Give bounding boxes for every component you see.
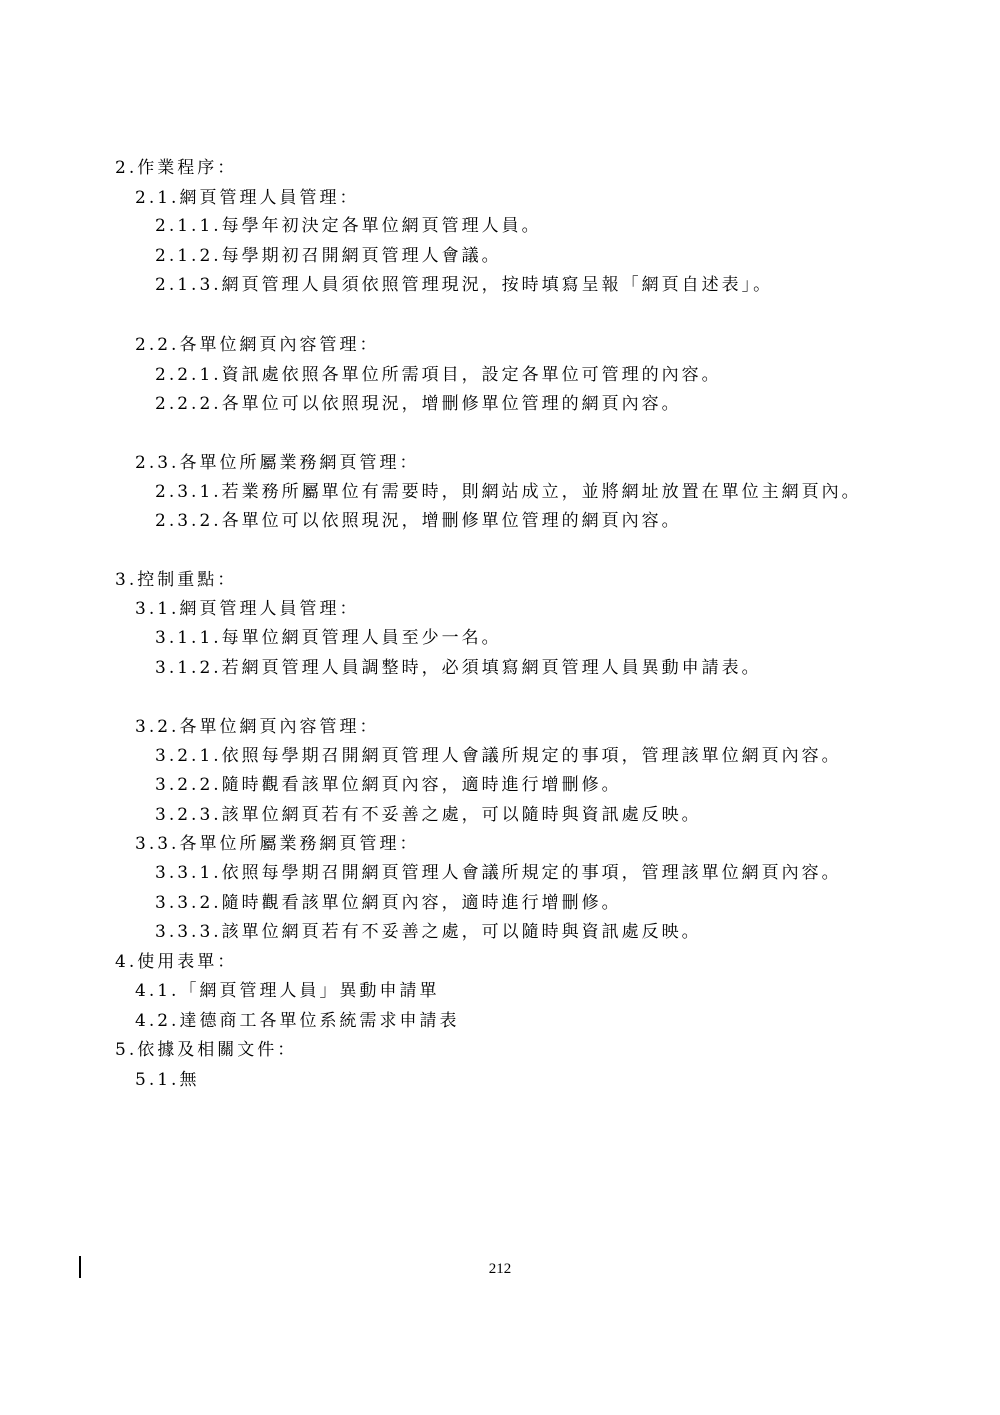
list-item: 3.3.2.隨時觀看該單位網頁內容，適時進行增刪修。 xyxy=(155,893,622,913)
section-heading: 5.依據及相關文件： xyxy=(115,1040,298,1060)
list-item: 2.1.2.每學期初召開網頁管理人會議。 xyxy=(155,246,502,266)
list-item: 2.3.2.各單位可以依照現況，增刪修單位管理的網頁內容。 xyxy=(155,511,682,531)
list-item: 3.2.1.依照每學期召開網頁管理人會議所規定的事項，管理該單位網頁內容。 xyxy=(155,746,842,766)
section-heading: 4.使用表單： xyxy=(115,952,238,972)
list-item: 2.1.3.網頁管理人員須依照管理現況，按時填寫呈報「網頁自述表」。 xyxy=(155,275,774,295)
list-item: 2.3.1.若業務所屬單位有需要時，則網站成立，並將網址放置在單位主網頁內。 xyxy=(155,482,862,502)
subsection-heading: 5.1.無 xyxy=(135,1070,200,1090)
subsection-heading: 2.3.各單位所屬業務網頁管理： xyxy=(135,453,420,473)
list-item: 2.1.1.每學年初決定各單位網頁管理人員。 xyxy=(155,216,542,236)
subsection-heading: 4.1.「網頁管理人員」異動申請單 xyxy=(135,981,440,1001)
subsection-heading: 2.2.各單位網頁內容管理： xyxy=(135,335,380,355)
section-heading: 2.作業程序： xyxy=(115,158,238,178)
list-item: 3.3.3.該單位網頁若有不妥善之處，可以隨時與資訊處反映。 xyxy=(155,922,702,942)
list-item: 3.2.3.該單位網頁若有不妥善之處，可以隨時與資訊處反映。 xyxy=(155,805,702,825)
list-item: 2.2.2.各單位可以依照現況，增刪修單位管理的網頁內容。 xyxy=(155,394,682,414)
subsection-heading: 3.3.各單位所屬業務網頁管理： xyxy=(135,834,420,854)
list-item: 3.1.1.每單位網頁管理人員至少一名。 xyxy=(155,628,502,648)
page-number: 212 xyxy=(488,1261,512,1277)
list-item: 2.2.1.資訊處依照各單位所需項目，設定各單位可管理的內容。 xyxy=(155,365,722,385)
subsection-heading: 3.2.各單位網頁內容管理： xyxy=(135,717,380,737)
list-item: 3.1.2.若網頁管理人員調整時，必須填寫網頁管理人員異動申請表。 xyxy=(155,658,762,678)
subsection-heading: 2.1.網頁管理人員管理： xyxy=(135,188,360,208)
subsection-heading: 3.1.網頁管理人員管理： xyxy=(135,599,360,619)
list-item: 3.3.1.依照每學期召開網頁管理人會議所規定的事項，管理該單位網頁內容。 xyxy=(155,863,842,883)
section-heading: 3.控制重點： xyxy=(115,570,238,590)
subsection-heading: 4.2.達德商工各單位系統需求申請表 xyxy=(135,1011,460,1031)
list-item: 3.2.2.隨時觀看該單位網頁內容，適時進行增刪修。 xyxy=(155,775,622,795)
